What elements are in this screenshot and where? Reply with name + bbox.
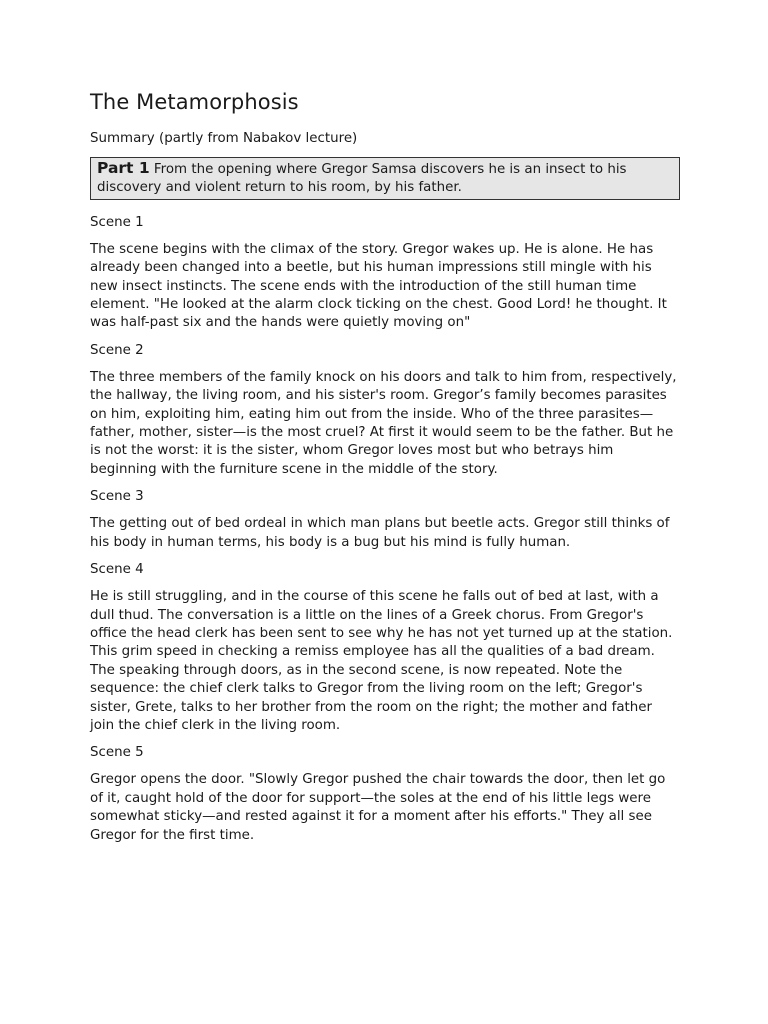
scene-paragraph: Gregor opens the door. "Slowly Gregor pushed the chair towards the door, then let go of it, caught hold of the door for support—the soles at the end of his little legs were somewhat sticky—and rested against it for a moment after his efforts." They all see Gregor for the first time. (90, 772, 666, 843)
scene-heading: Scene 4 (90, 562, 144, 578)
scene-heading: Scene 1 (90, 214, 144, 230)
part-label: Part 1 (97, 159, 150, 177)
scene-heading: Scene 5 (90, 745, 144, 761)
scene-paragraph: The three members of the family knock on his doors and talk to him from, respectively, the hallway, the living room, and his sister's room. Gregor’s family becomes parasites on him, exploiting him, eating him out from the inside. Who of the three parasites—father, mother, sister—is the most cruel? At first it would seem to be the father. But he is not the worst: it is the sister, whom Gregor loves most but who betrays him beginning with the furniture scene in the middle of the story. (90, 369, 677, 477)
scene-3 (90, 488, 680, 552)
part-description: From the opening where Gregor Samsa discovers he is an insect to his discovery and violent return to his room, by his father. (97, 162, 627, 196)
document-page (90, 88, 680, 854)
scene-heading: Scene 2 (90, 342, 144, 358)
scene-paragraph: The getting out of bed ordeal in which man plans but beetle acts. Gregor still thinks of his body in human terms, his body is a bug but his mind is fully human. (90, 516, 670, 550)
scene-5 (90, 744, 680, 845)
document-title: The Metamorphosis (90, 90, 299, 114)
scene-2 (90, 342, 680, 479)
scene-paragraph: He is still struggling, and in the course of this scene he falls out of bed at last, with a dull thud. The conversation is a little on the lines of a Greek chorus. From Gregor's office the head clerk has been sent to see why he has not yet turned up at the station. This grim speed in checking a remiss employee has all the qualities of a bad dream. The speaking through doors, as in the second scene, is now repeated. Note the sequence: the chief clerk talks to Gregor from the living room on the left; Gregor's sister, Grete, talks to her brother from the room on the right; the mother and father join the chief clerk in the living room. (90, 589, 673, 733)
scene-heading: Scene 3 (90, 489, 144, 505)
part-summary-box (90, 157, 680, 200)
scene-4 (90, 561, 680, 735)
scene-paragraph: The scene begins with the climax of the story. Gregor wakes up. He is alone. He has already been changed into a beetle, but his human impressions still mingle with his new insect instincts. The scene ends with the introduction of the still human time element. "He looked at the alarm clock ticking on the chest. Good Lord! he thought. It was half-past six and the hands were quietly moving on" (90, 241, 667, 331)
document-subtitle: Summary (partly from Nabakov lecture) (90, 131, 358, 146)
scene-1 (90, 214, 680, 333)
